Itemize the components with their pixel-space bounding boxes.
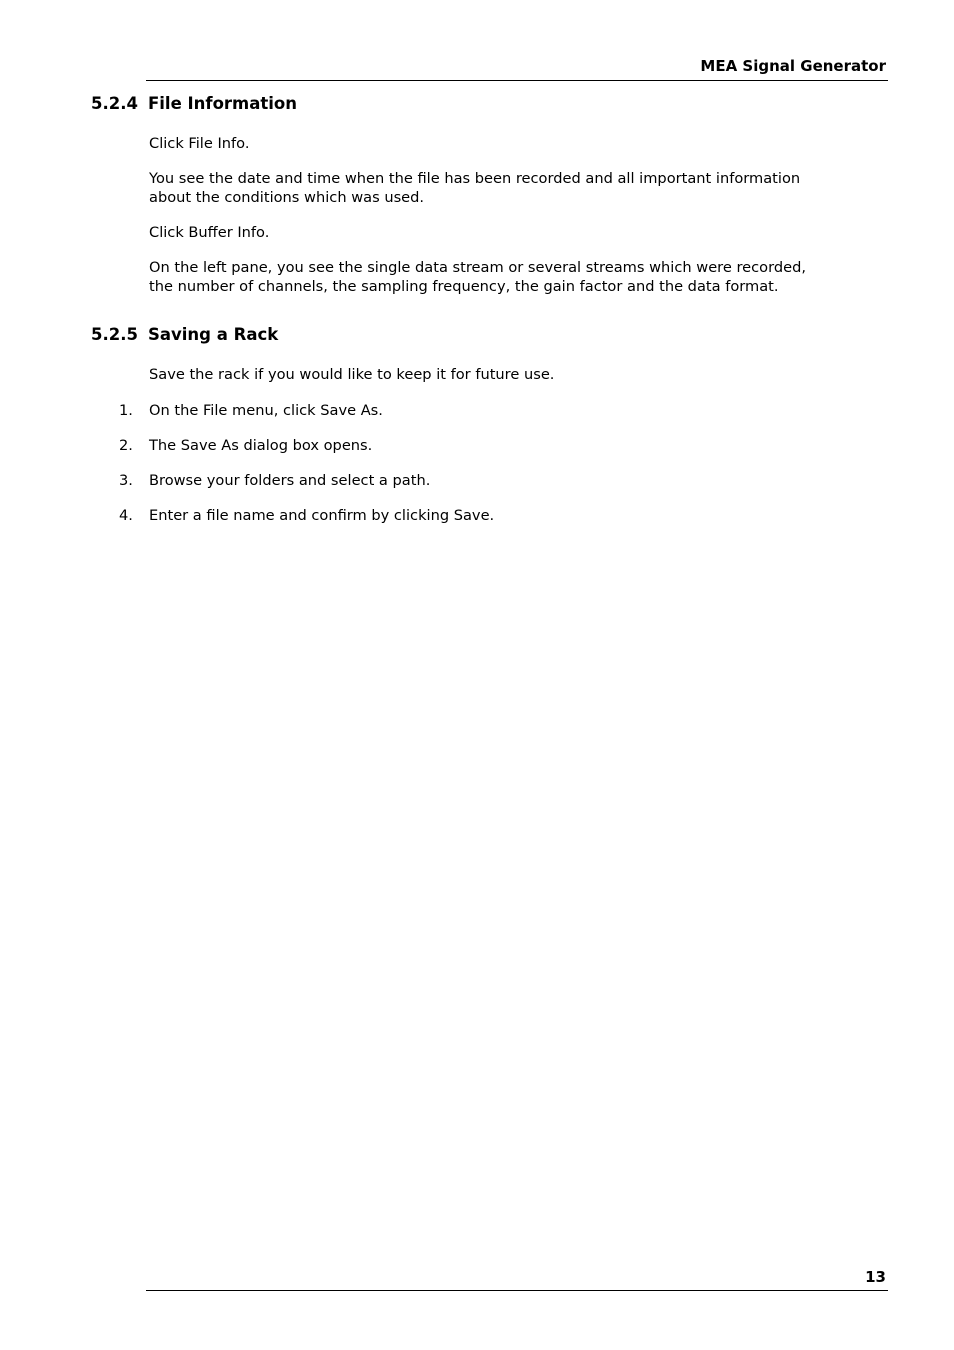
section-heading-file-information: [91, 94, 297, 113]
paragraph: Save the rack if you would like to keep it for future use.: [149, 366, 555, 383]
paragraph-line: You see the date and time when the file has been recorded and all important information: [149, 170, 801, 187]
list-marker: 1.: [119, 402, 133, 419]
list-marker: 2.: [119, 437, 133, 454]
list-text: On the File menu, click Save As.: [149, 402, 383, 419]
paragraph-line: the number of channels, the sampling frequency, the gain factor and the data format.: [149, 278, 779, 295]
section-number: 5.2.5: [91, 325, 138, 344]
list-item: [119, 436, 372, 455]
section-number: 5.2.4: [91, 94, 138, 113]
paragraph: Click File Info.: [149, 135, 250, 152]
section-heading-saving-a-rack: [91, 325, 278, 344]
paragraph-line: about the conditions which was used.: [149, 189, 425, 206]
list-marker: 3.: [119, 472, 133, 489]
footer-rule: [146, 1290, 888, 1291]
section-title: File Information: [148, 94, 298, 113]
list-text: Enter a file name and confirm by clicking Save.: [149, 507, 495, 524]
list-text: The Save As dialog box opens.: [149, 437, 373, 454]
list-item: [119, 471, 430, 490]
header-rule: [146, 80, 888, 81]
list-marker: 4.: [119, 507, 133, 524]
running-header: MEA Signal Generator: [700, 57, 886, 75]
list-text: Browse your folders and select a path.: [149, 472, 431, 489]
list-item: [119, 506, 494, 525]
list-item: [119, 401, 383, 420]
paragraph: Click Buffer Info.: [149, 224, 270, 241]
page-number: 13: [865, 1268, 886, 1286]
paragraph-line: On the left pane, you see the single data stream or several streams which were recorded,: [149, 259, 806, 276]
section-title: Saving a Rack: [148, 325, 279, 344]
